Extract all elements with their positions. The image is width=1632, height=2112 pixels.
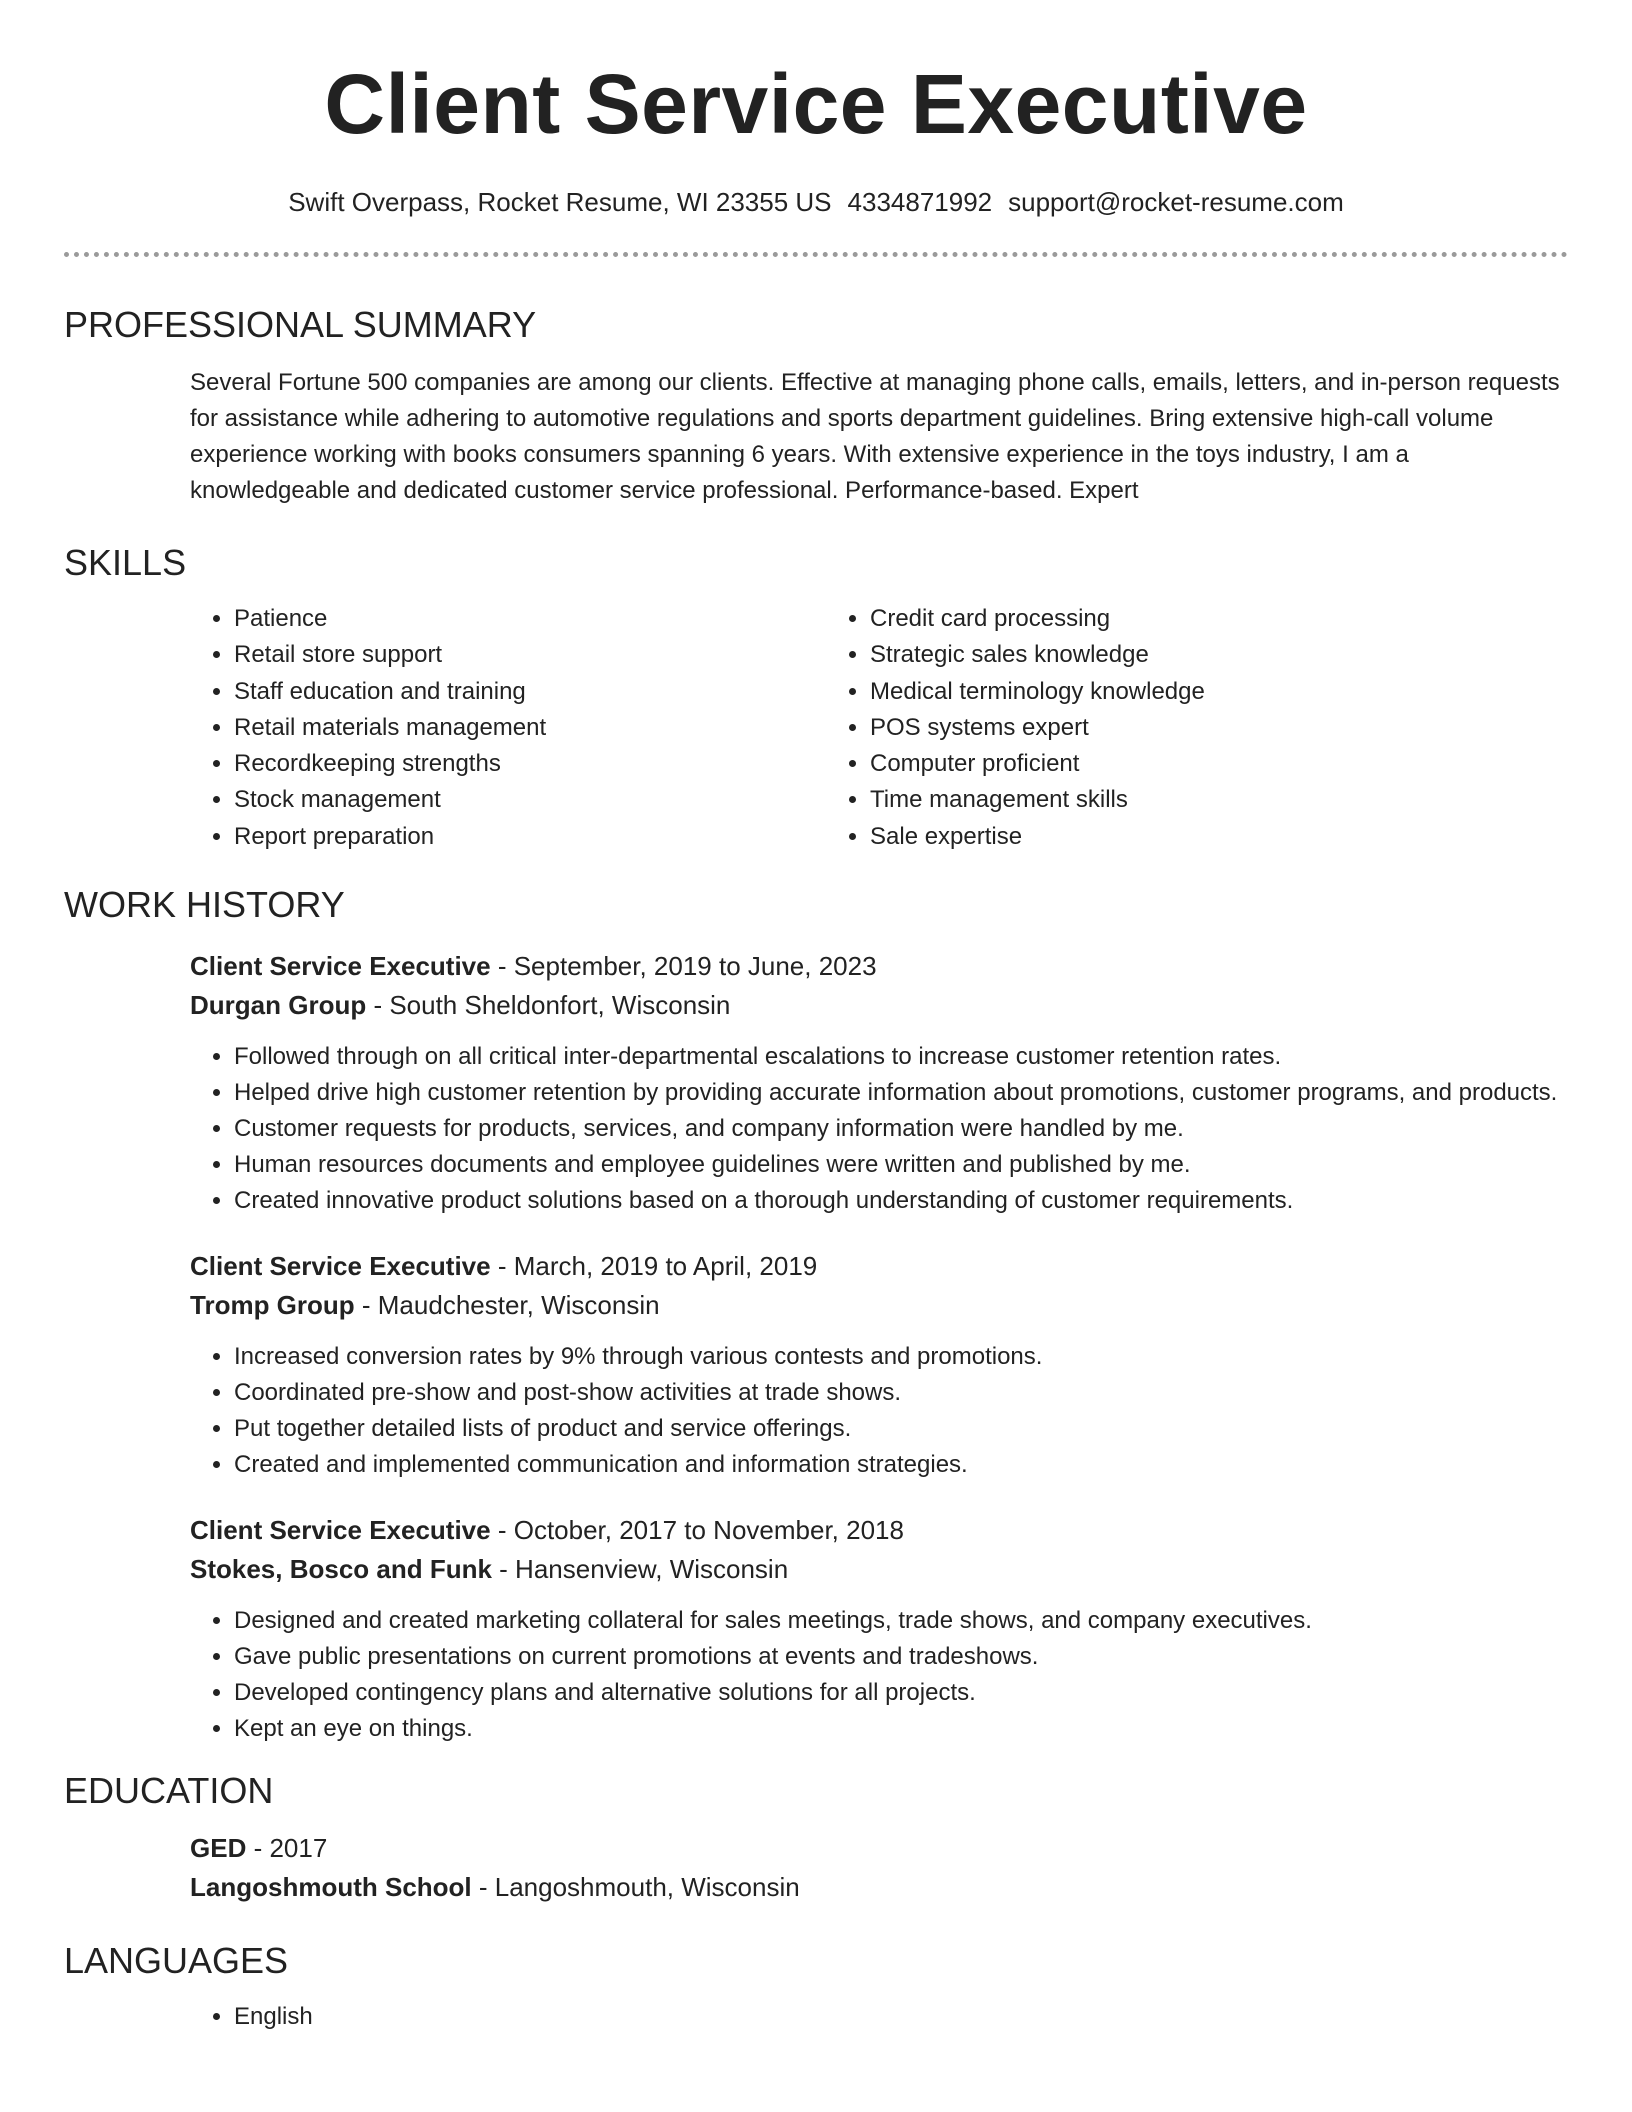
job-bullet: • Customer requests for products, services, and company information were handled by me. xyxy=(234,1111,1568,1147)
languages-body xyxy=(64,1999,1568,2035)
skill-item: • Report preparation xyxy=(234,819,826,855)
education-school-line xyxy=(190,1868,1568,1907)
skill-item: • Retail materials management xyxy=(234,710,826,746)
summary-text: Several Fortune 500 companies are among our clients. Effective at managing phone calls, emails, letters, and in-person requests for assistance while adhering to automotive regulations and sports department guidelines. Bring extensive high-call volume experience working with books consumers spanning 6 years. With extensive experience in the toys industry, I am a knowledgeable and dedicated customer service professional. Performance-based. Expert xyxy=(190,369,1560,504)
languages-section xyxy=(64,1937,1568,2035)
job-company: Tromp Group xyxy=(190,1290,355,1321)
job-location: - Hansenview, Wisconsin xyxy=(491,1554,789,1585)
contact-line xyxy=(64,184,1568,220)
job-title-line xyxy=(190,947,1568,986)
skills-grid xyxy=(190,601,1568,855)
job-bullet: • Developed contingency plans and alternative solutions for all projects. xyxy=(234,1675,1568,1711)
job-dates: - September, 2019 to June, 2023 xyxy=(490,951,877,982)
skill-item: • Recordkeeping strengths xyxy=(234,746,826,782)
skill-item: • Retail store support xyxy=(234,637,826,673)
job-title: Client Service Executive xyxy=(190,1515,491,1546)
skills-column-left xyxy=(190,601,826,855)
job-bullet: • Increased conversion rates by 9% through various contests and promotions. xyxy=(234,1339,1568,1375)
job-entry xyxy=(190,1511,1568,1747)
job-location: - South Sheldonfort, Wisconsin xyxy=(366,990,731,1021)
skills-heading: SKILLS xyxy=(64,542,187,583)
job-company-line xyxy=(190,986,1568,1025)
job-title: Client Service Executive xyxy=(190,951,491,982)
job-title-line xyxy=(190,1247,1568,1286)
work-history-body xyxy=(64,947,1568,1747)
education-heading: EDUCATION xyxy=(64,1770,274,1812)
contact-address: Swift Overpass, Rocket Resume, WI 23355 US xyxy=(288,187,832,217)
skills-column-right xyxy=(826,601,1462,855)
languages-heading: LANGUAGES xyxy=(64,1940,289,1982)
skill-item: • Patience xyxy=(234,601,826,637)
summary-section xyxy=(64,301,1568,509)
contact-phone: 4334871992 xyxy=(847,187,993,217)
job-entry xyxy=(190,1247,1568,1483)
job-bullet: • Followed through on all critical inter-departmental escalations to increase customer retention rates. xyxy=(234,1039,1568,1075)
job-title: Client Service Executive xyxy=(190,1251,491,1282)
language-item: • English xyxy=(234,1999,1568,2035)
candidate-name: Client Service Executive xyxy=(324,57,1308,151)
job-bullet: • Coordinated pre-show and post-show activities at trade shows. xyxy=(234,1375,1568,1411)
resume-header xyxy=(64,0,1568,220)
summary-body xyxy=(64,365,1568,509)
job-dates: - March, 2019 to April, 2019 xyxy=(490,1251,818,1282)
education-degree: GED xyxy=(190,1833,247,1864)
work-history-section xyxy=(64,881,1568,1747)
education-location: - Langoshmouth, Wisconsin xyxy=(471,1872,800,1903)
education-section xyxy=(64,1767,1568,1907)
job-bullet: • Gave public presentations on current promotions at events and tradeshows. xyxy=(234,1639,1568,1675)
job-bullet: • Created and implemented communication and information strategies. xyxy=(234,1447,1568,1483)
job-location: - Maudchester, Wisconsin xyxy=(354,1290,660,1321)
skill-item: • Time management skills xyxy=(870,782,1462,818)
job-title-line xyxy=(190,1511,1568,1550)
languages-list xyxy=(190,1999,1568,2035)
job-bullets xyxy=(190,1339,1568,1483)
skill-item: • Credit card processing xyxy=(870,601,1462,637)
education-school: Langoshmouth School xyxy=(190,1872,472,1903)
skills-section xyxy=(64,539,1568,855)
education-year: - 2017 xyxy=(246,1833,328,1864)
skill-item: • Staff education and training xyxy=(234,674,826,710)
job-bullet: • Created innovative product solutions based on a thorough understanding of customer requirements. xyxy=(234,1183,1568,1219)
job-company: Durgan Group xyxy=(190,990,367,1021)
job-entry xyxy=(190,947,1568,1219)
work-history-heading: WORK HISTORY xyxy=(64,884,345,926)
job-bullets xyxy=(190,1039,1568,1219)
job-bullet: • Designed and created marketing collateral for sales meetings, trade shows, and company executives. xyxy=(234,1603,1568,1639)
header-divider xyxy=(64,252,1568,257)
skill-item: • Medical terminology knowledge xyxy=(870,674,1462,710)
job-bullet: • Kept an eye on things. xyxy=(234,1711,1568,1747)
job-bullet: • Put together detailed lists of product and service offerings. xyxy=(234,1411,1568,1447)
education-degree-line xyxy=(190,1829,1568,1868)
job-company: Stokes, Bosco and Funk xyxy=(190,1554,492,1585)
job-bullet: • Helped drive high customer retention by providing accurate information about promotions, customer programs, and products. xyxy=(234,1075,1568,1111)
summary-heading: PROFESSIONAL SUMMARY xyxy=(64,304,537,345)
skill-item: • Strategic sales knowledge xyxy=(870,637,1462,673)
skill-item: • Stock management xyxy=(234,782,826,818)
skills-body xyxy=(64,601,1568,855)
job-company-line xyxy=(190,1550,1568,1589)
skill-item: • POS systems expert xyxy=(870,710,1462,746)
job-bullets xyxy=(190,1603,1568,1747)
job-company-line xyxy=(190,1286,1568,1325)
education-body xyxy=(64,1829,1568,1907)
contact-email: support@rocket-resume.com xyxy=(1008,187,1344,217)
skill-item: • Sale expertise xyxy=(870,819,1462,855)
job-bullet: • Human resources documents and employee guidelines were written and published by me. xyxy=(234,1147,1568,1183)
job-dates: - October, 2017 to November, 2018 xyxy=(490,1515,904,1546)
skill-item: • Computer proficient xyxy=(870,746,1462,782)
